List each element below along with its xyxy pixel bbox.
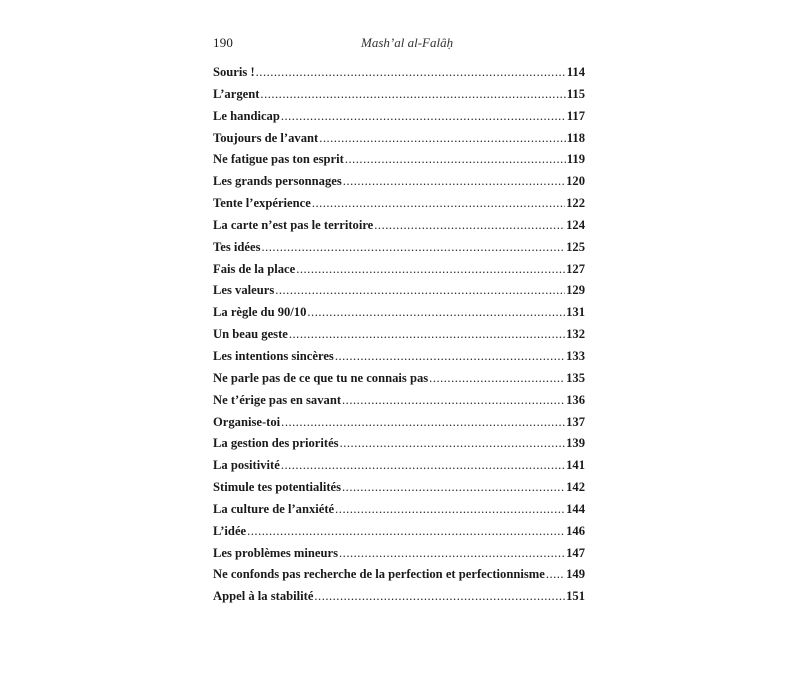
- toc-entry-title: Les problèmes mineurs: [213, 545, 339, 560]
- toc-entry-page: 122: [566, 196, 585, 211]
- toc-entry: [213, 240, 585, 262]
- toc-entry: [213, 174, 585, 196]
- toc-entry-title: Toujours de l’avant: [213, 130, 319, 145]
- dot-leader: [429, 371, 565, 386]
- toc-entry-title: L’idée: [213, 523, 247, 538]
- toc-entry-title: Un beau geste: [213, 327, 288, 342]
- dot-leader: [342, 393, 565, 408]
- dot-leader: [374, 218, 565, 233]
- toc-entry: [213, 371, 585, 393]
- toc-entry: [213, 305, 585, 327]
- page-number: 190: [213, 35, 234, 50]
- dot-leader: [275, 283, 565, 298]
- toc-entry-page: 144: [566, 501, 585, 516]
- toc-entry: [213, 349, 585, 371]
- dot-leader: [281, 458, 565, 473]
- toc-entry-page: 124: [566, 217, 585, 232]
- dot-leader: [312, 196, 565, 211]
- toc-entry-title: La gestion des priorités: [213, 436, 339, 451]
- toc-entry-title: Ne t’érige pas en savant: [213, 392, 342, 407]
- dot-leader: [343, 174, 565, 189]
- toc-entry-page: 129: [566, 283, 585, 298]
- toc-entry-page: 139: [566, 436, 585, 451]
- toc-entry-title: Stimule tes potentialités: [213, 480, 342, 495]
- toc-entry: [213, 65, 585, 87]
- toc-entry-title: La positivité: [213, 458, 280, 473]
- toc-entry-page: 127: [566, 261, 585, 276]
- toc-entry-title: Organise-toi: [213, 414, 281, 429]
- dot-leader: [314, 589, 565, 604]
- dot-leader: [340, 436, 566, 451]
- dot-leader: [281, 109, 566, 124]
- toc-entry-page: 133: [566, 348, 585, 363]
- dot-leader: [345, 152, 566, 167]
- toc-entry-title: L’argent: [213, 86, 260, 101]
- toc-entry-title: Ne fatigue pas ton esprit: [213, 152, 344, 167]
- dot-leader: [261, 240, 565, 255]
- toc-entry: [213, 327, 585, 349]
- toc-entry-page: 137: [566, 414, 585, 429]
- toc-entry-page: 149: [566, 567, 585, 582]
- toc-entry: [213, 393, 585, 415]
- toc-entry-title: Les intentions sincères: [213, 348, 334, 363]
- toc-entry-title: Ne parle pas de ce que tu ne connais pas: [213, 370, 429, 385]
- toc-entry: [213, 87, 585, 109]
- toc-entry-title: La carte n’est pas le territoire: [213, 217, 374, 232]
- toc-entry-title: Les grands personnages: [213, 174, 342, 189]
- toc-entry-page: 120: [566, 174, 585, 189]
- toc-entry: [213, 589, 585, 611]
- toc-entry-title: Tente l’expérience: [213, 196, 311, 211]
- toc-entry-page: 146: [566, 523, 585, 538]
- toc-entry-page: 147: [566, 545, 585, 560]
- dot-leader: [342, 480, 565, 495]
- page-header: [213, 35, 585, 57]
- dot-leader: [335, 349, 565, 364]
- table-of-contents: [213, 65, 585, 611]
- toc-entry: [213, 567, 585, 589]
- toc-entry-page: 125: [566, 239, 585, 254]
- dot-leader: [281, 415, 565, 430]
- dot-leader: [339, 546, 565, 561]
- dot-leader: [335, 502, 565, 517]
- toc-entry-page: 114: [566, 65, 585, 79]
- toc-entry-page: 117: [566, 108, 585, 123]
- toc-entry-title: Tes idées: [213, 239, 261, 254]
- toc-entry: [213, 109, 585, 131]
- toc-entry: [213, 131, 585, 153]
- toc-entry: [213, 436, 585, 458]
- toc-entry-page: 131: [566, 305, 585, 320]
- toc-entry: [213, 546, 585, 568]
- toc-entry-title: Fais de la place: [213, 261, 296, 276]
- toc-entry-page: 136: [566, 392, 585, 407]
- toc-entry-page: 151: [566, 589, 585, 604]
- toc-entry-title: Les valeurs: [213, 283, 275, 298]
- dot-leader: [546, 567, 565, 582]
- toc-entry: [213, 480, 585, 502]
- dot-leader: [296, 262, 565, 277]
- dot-leader: [247, 524, 565, 539]
- toc-entry-page: 115: [566, 86, 585, 101]
- toc-entry-title: Le handicap: [213, 108, 280, 123]
- dot-leader: [289, 327, 565, 342]
- toc-entry: [213, 152, 585, 174]
- toc-entry-page: 142: [566, 480, 585, 495]
- toc-entry-page: 135: [566, 370, 585, 385]
- toc-entry: [213, 415, 585, 437]
- toc-entry: [213, 458, 585, 480]
- toc-entry-title: La culture de l’anxiété: [213, 501, 335, 516]
- toc-entry: [213, 218, 585, 240]
- toc-entry-title: Appel à la stabilité: [213, 589, 314, 604]
- toc-entry: [213, 502, 585, 524]
- toc-entry: [213, 196, 585, 218]
- toc-entry-title: Ne confonds pas recherche de la perfection et perfectionnisme: [213, 567, 545, 582]
- toc-entry-page: 141: [566, 458, 585, 473]
- toc-entry: [213, 524, 585, 546]
- dot-leader: [260, 87, 565, 102]
- toc-entry-title: Souris !: [213, 65, 255, 79]
- dot-leader: [256, 65, 566, 80]
- toc-entry-page: 118: [566, 130, 585, 145]
- dot-leader: [307, 305, 565, 320]
- toc-entry: [213, 283, 585, 305]
- toc-entry-page: 119: [566, 152, 585, 167]
- running-title: Mash’al al-Falâḥ: [361, 35, 454, 50]
- dot-leader: [319, 131, 566, 146]
- toc-entry: [213, 262, 585, 284]
- toc-entry-title: La règle du 90/10: [213, 305, 307, 320]
- toc-entry-page: 132: [566, 327, 585, 342]
